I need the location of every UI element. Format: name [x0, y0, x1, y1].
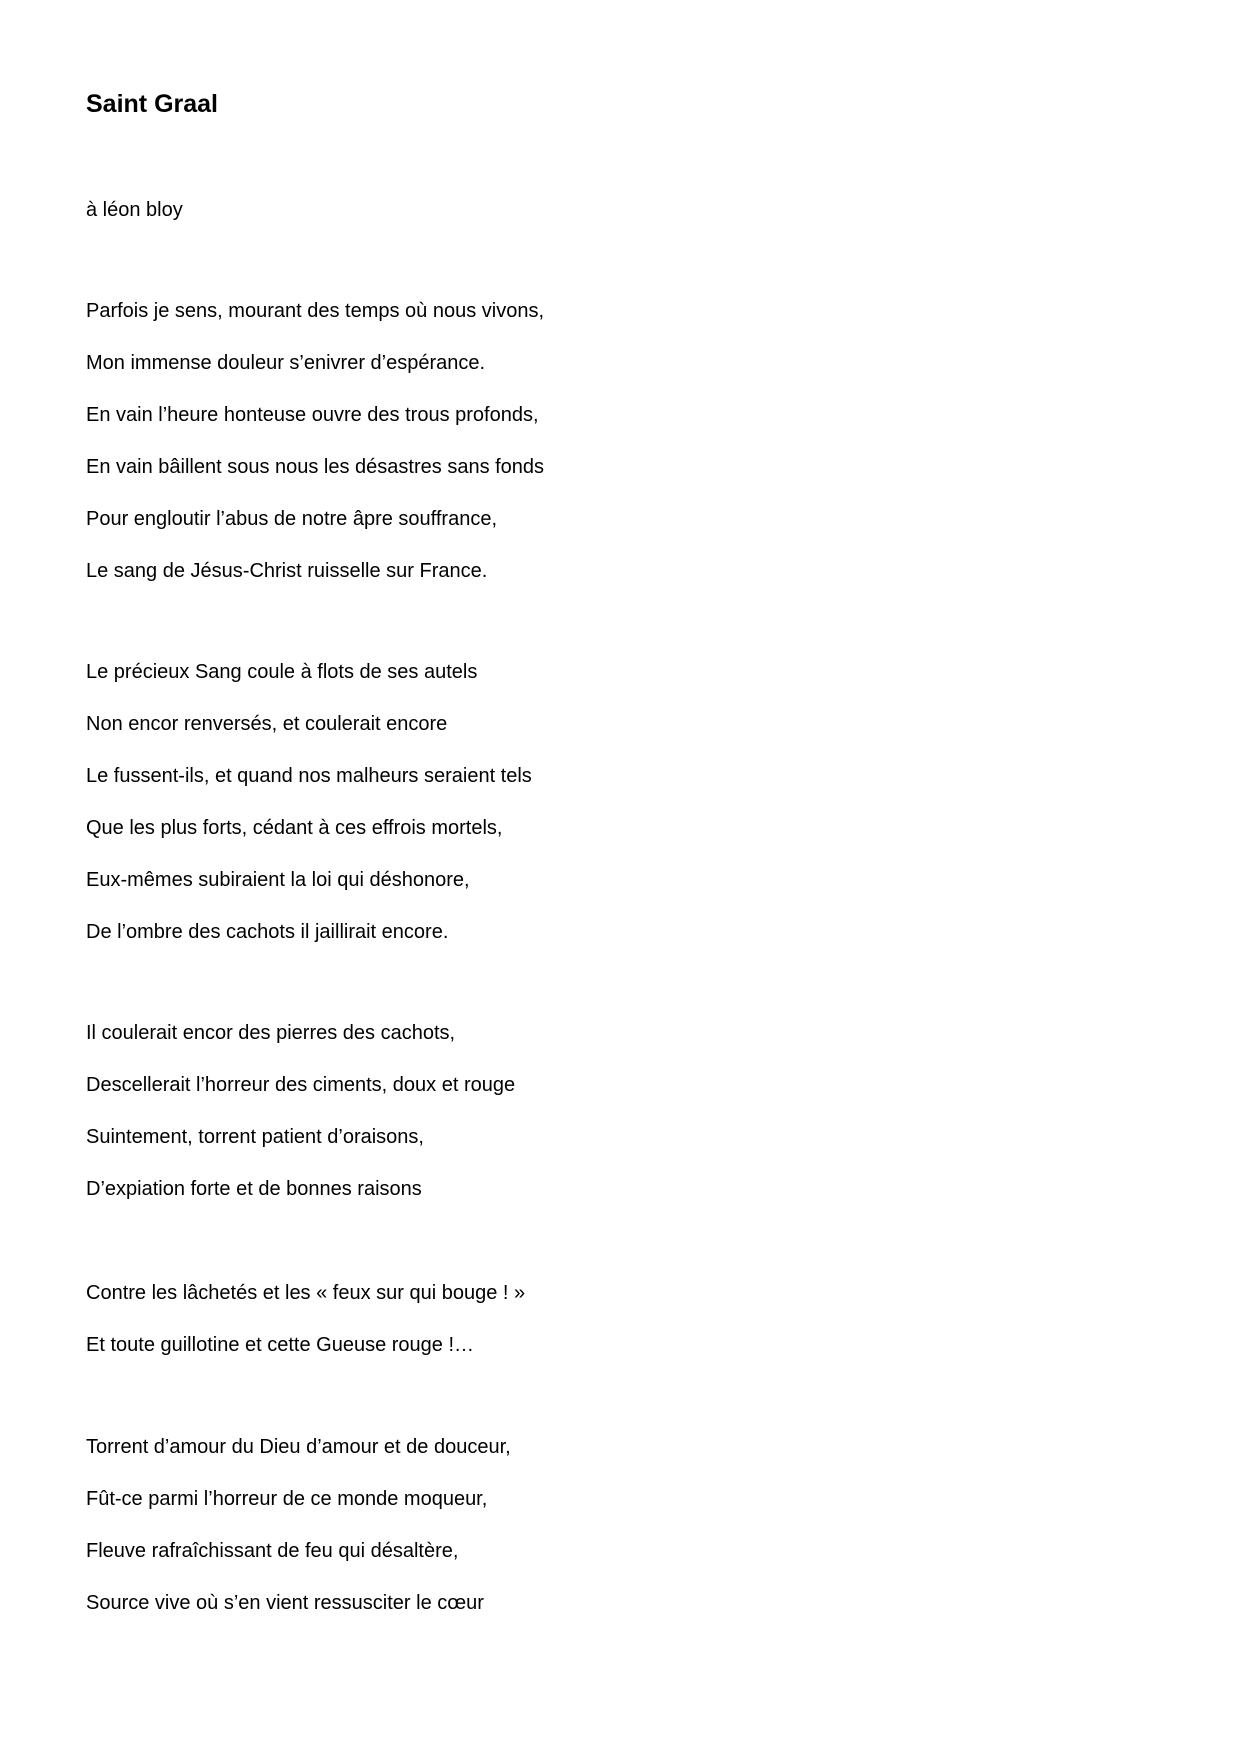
poem-line: Et toute guillotine et cette Gueuse rouge !…: [86, 1334, 475, 1356]
poem-line: Parfois je sens, mourant des temps où nous vivons,: [86, 300, 545, 322]
poem-line: En vain bâillent sous nous les désastres sans fonds: [86, 456, 545, 478]
poem-dedication: à léon bloy: [86, 199, 183, 221]
poem-line: Non encor renversés, et coulerait encore: [86, 713, 448, 735]
poem-line: Le précieux Sang coule à flots de ses autels: [86, 661, 478, 683]
poem-line: Contre les lâchetés et les « feux sur qui bouge ! »: [86, 1282, 526, 1304]
poem-line: De l’ombre des cachots il jaillirait encore.: [86, 921, 449, 943]
poem-line: D’expiation forte et de bonnes raisons: [86, 1178, 422, 1200]
poem-line: Que les plus forts, cédant à ces effrois mortels,: [86, 817, 503, 839]
poem-line: En vain l’heure honteuse ouvre des trous profonds,: [86, 404, 539, 426]
poem-line: Pour engloutir l’abus de notre âpre souffrance,: [86, 508, 498, 530]
poem-line: Torrent d’amour du Dieu d’amour et de douceur,: [86, 1436, 511, 1458]
poem-line: Eux-mêmes subiraient la loi qui déshonore,: [86, 869, 470, 891]
poem-line: Fût-ce parmi l’horreur de ce monde moqueur,: [86, 1488, 488, 1510]
poem-line: Fleuve rafraîchissant de feu qui désaltère,: [86, 1540, 459, 1562]
poem-title: Saint Graal: [86, 90, 218, 118]
poem-line: Le sang de Jésus-Christ ruisselle sur France.: [86, 560, 488, 582]
poem-line: Mon immense douleur s’enivrer d’espérance.: [86, 352, 486, 374]
poem-line: Source vive où s’en vient ressusciter le cœur: [86, 1592, 484, 1614]
poem-line: Il coulerait encor des pierres des cachots,: [86, 1022, 456, 1044]
poem-line: Descellerait l’horreur des ciments, doux et rouge: [86, 1074, 516, 1096]
poem-line: Suintement, torrent patient d’oraisons,: [86, 1126, 424, 1148]
poem-line: Le fussent-ils, et quand nos malheurs seraient tels: [86, 765, 532, 787]
